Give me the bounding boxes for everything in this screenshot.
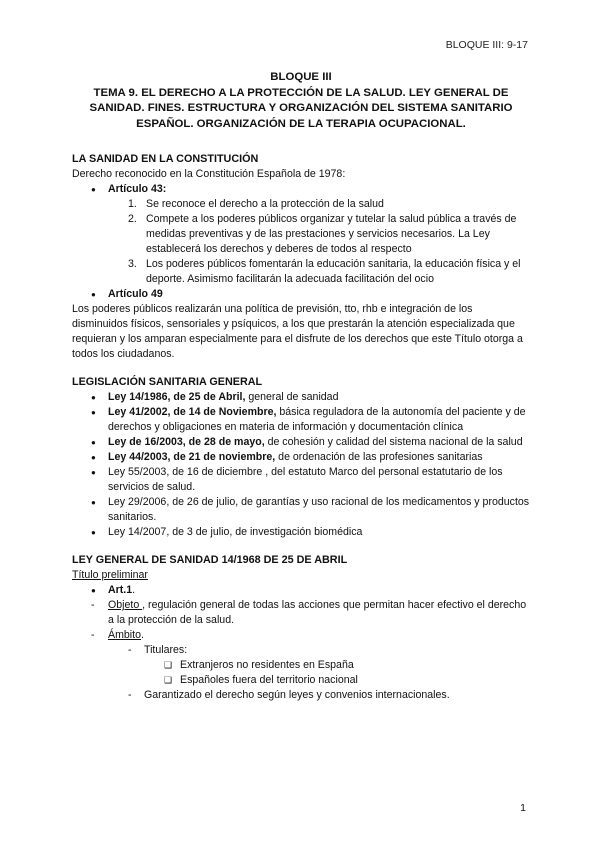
bullet-articulo-43: ● Artículo 43: [72,182,530,197]
checkbox-item: ❑ Españoles fuera del territorio nacional [72,673,530,688]
numbered-item [72,197,530,212]
law-name: Ley 14/1986, de 25 de Abril, [108,391,246,403]
section-intro: Derecho reconocido en la Constitución Española de 1978: [72,168,346,180]
list-item [72,465,530,495]
dash-item-titulares: - Titulares: [72,643,530,658]
paragraph-articulo-49: Los poderes públicos realizarán una política de previsión, tto, rhb e integración de los disminuidos físicos, sensoriales y psíquicos, a los que prestarán la atención especializada que requieran y los amparan especialmente para el disfrute de los derechos que este Título otorga a todos los ciudadanos. [72,303,523,360]
law-description: general de sanidad [245,391,339,403]
section-heading-constitucion: LA SANIDAD EN LA CONSTITUCIÓN [72,153,259,165]
section-heading-legislacion: LEGISLACIÓN SANITARIA GENERAL [72,376,263,388]
subheading-titulo-preliminar: Título preliminar [72,569,148,581]
section-heading-ley-general: LEY GENERAL DE SANIDAD 14/1968 DE 25 DE ABRIL [72,554,348,566]
law-description: Ley 14/2007, de 3 de julio, de investigación biomédica [108,526,363,538]
law-name: Ley de 16/2003, de 28 de mayo, [108,436,265,448]
item-text: Los poderes públicos fomentarán la educación sanitaria, la educación física y el deporte. Asimismo facilitarán la adecuada facilitación del ocio [146,258,521,285]
dash-item-objeto [72,598,530,628]
title-line-2: TEMA 9. EL DERECHO A LA PROTECCIÓN DE LA SALUD. LEY GENERAL DE [93,86,509,99]
title-line-3: SANIDAD. FINES. ESTRUCTURA Y ORGANIZACIÓN DEL SISTEMA SANITARIO [89,102,513,114]
ambito-dot: . [140,629,144,641]
legislation-list [72,390,530,540]
item-number: 2. [128,213,137,225]
law-description: de cohesión y calidad del sistema nacional de la salud [264,436,523,448]
document-body [72,70,530,703]
page-number: 1 [520,802,526,814]
item-text: Compete a los poderes públicos organizar y tutelar la salud pública a través de medidas preventivas y de las prestaciones y servicios necesarios. La Ley establecerá los derechos y deberes de todos al respecto [146,213,517,255]
list-item [72,435,530,450]
numbered-item [72,212,530,257]
art1-label: Art.1 [108,584,133,596]
item-text: Se reconoce el derecho a la protección de la salud [146,198,384,210]
law-description: Ley 29/2006, de 26 de julio, de garantías y uso racional de los medicamentos y productos sanitarios. [108,496,530,523]
running-header: BLOQUE III: 9-17 [445,39,528,51]
bullet-art1 [72,583,530,598]
law-name: Ley 44/2003, de 21 de noviembre, [108,451,276,463]
list-item [72,390,530,405]
item-number: 3. [128,258,137,270]
numbered-list [72,197,530,287]
list-item [72,525,530,540]
law-description: básica reguladora de la autonomía del paciente y de derechos y obligaciones en materia de información y documentación clínica [108,406,526,433]
law-description: de ordenación de las profesiones sanitarias [275,451,483,463]
checkbox-item: ❑ Extranjeros no residentes en España [72,658,530,673]
art1-dot: . [132,584,136,596]
law-name: Ley 41/2002, de 14 de Noviembre, [108,406,277,418]
title-line-4: ESPAÑOL. ORGANIZACIÓN DE LA TERAPIA OCUPACIONAL. [136,117,466,130]
objeto-label: Objeto [108,599,143,611]
list-item [72,495,530,525]
dash-item-garantizado: - Garantizado el derecho según leyes y convenios internacionales. [72,688,530,703]
item-number: 1. [128,198,137,210]
objeto-text: , regulación general de todas las acciones que permitan hacer efectivo el derecho a la protección de la salud. [108,599,527,626]
list-item [72,405,530,435]
bullet-articulo-49: ● Artículo 49 [72,287,530,302]
dash-item-ambito [72,628,530,643]
numbered-item [72,257,530,287]
title-line-1: BLOQUE III [270,71,332,83]
law-description: Ley 55/2003, de 16 de diciembre , del estatuto Marco del personal estatutario de los servicios de salud. [108,466,503,493]
document-title [72,70,530,132]
ambito-label: Ámbito [108,629,141,641]
list-item [72,450,530,465]
